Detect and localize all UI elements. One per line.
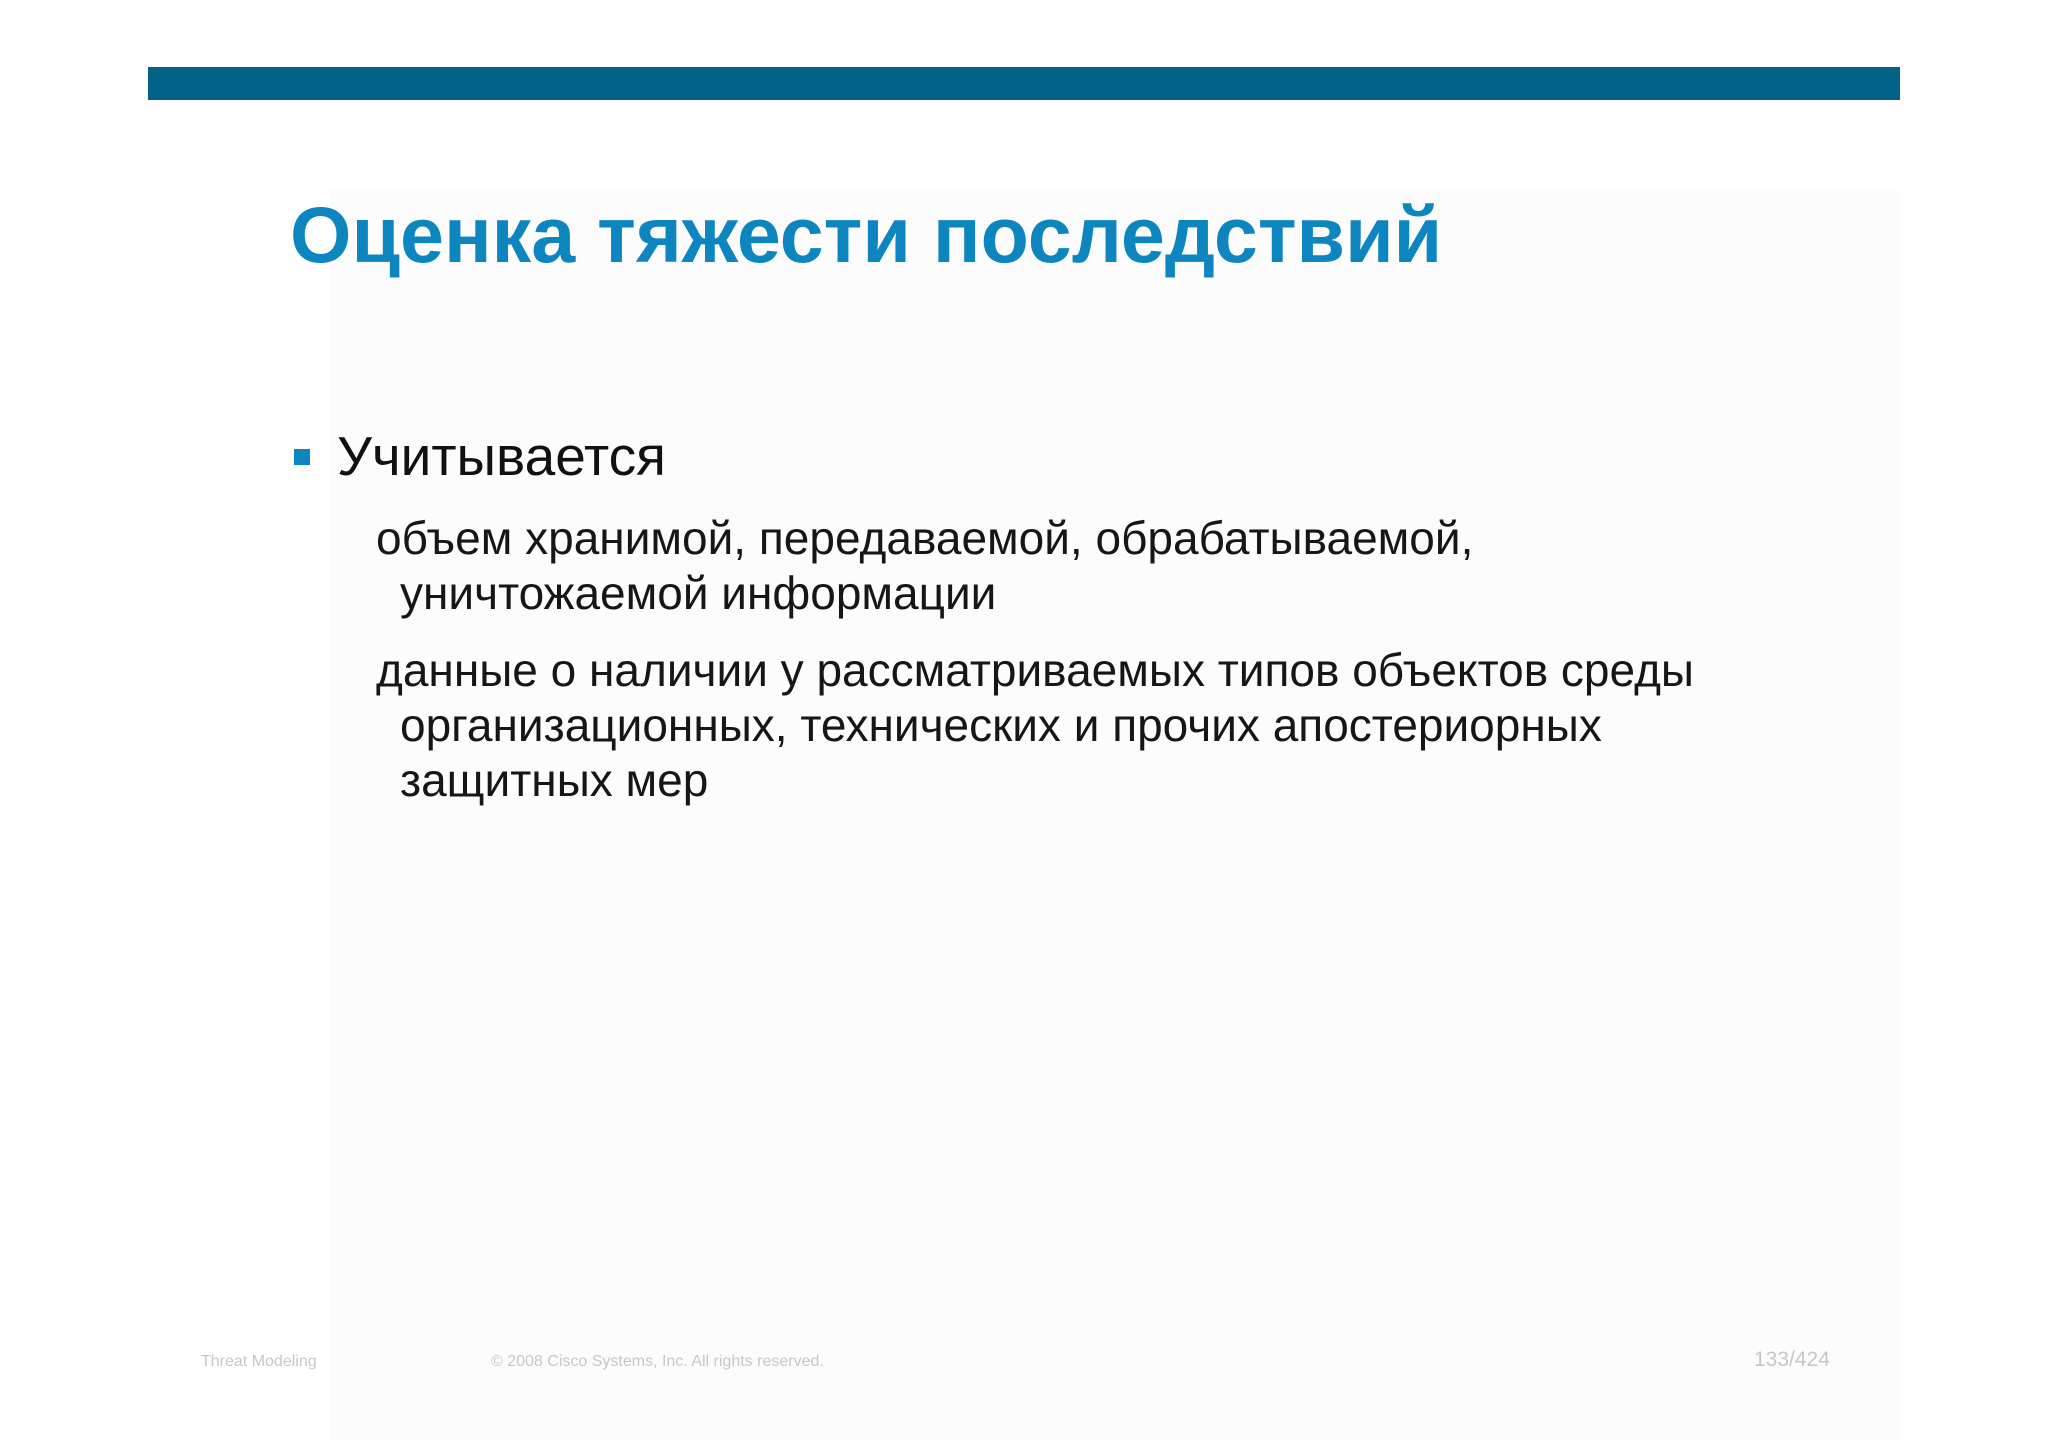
sub-item-volume bbox=[376, 511, 1473, 621]
footer-copyright: © 2008 Cisco Systems, Inc. All rights reserved. bbox=[491, 1353, 824, 1370]
sub-item-line: уничтожаемой информации bbox=[400, 567, 997, 619]
sub-item-line: данные о наличии у рассматриваемых типов объектов среды bbox=[376, 644, 1694, 696]
header-bar bbox=[148, 67, 1900, 100]
page-number: 133/424 bbox=[1754, 1348, 1830, 1371]
bullet-text: Учитывается bbox=[337, 425, 666, 487]
sub-item-line: организационных, технических и прочих апостериорных bbox=[400, 699, 1602, 751]
footer-course-title: Threat Modeling bbox=[201, 1353, 317, 1370]
slide-title: Оценка тяжести последствий bbox=[290, 190, 1443, 279]
sub-item-line: объем хранимой, передаваемой, обрабатываемой, bbox=[376, 512, 1474, 564]
slide-surface bbox=[330, 190, 1900, 1440]
sub-item-measures bbox=[376, 643, 1694, 808]
sub-item-line: защитных мер bbox=[400, 754, 709, 806]
bullet-square-icon bbox=[294, 449, 310, 465]
bullet-item bbox=[294, 426, 666, 486]
